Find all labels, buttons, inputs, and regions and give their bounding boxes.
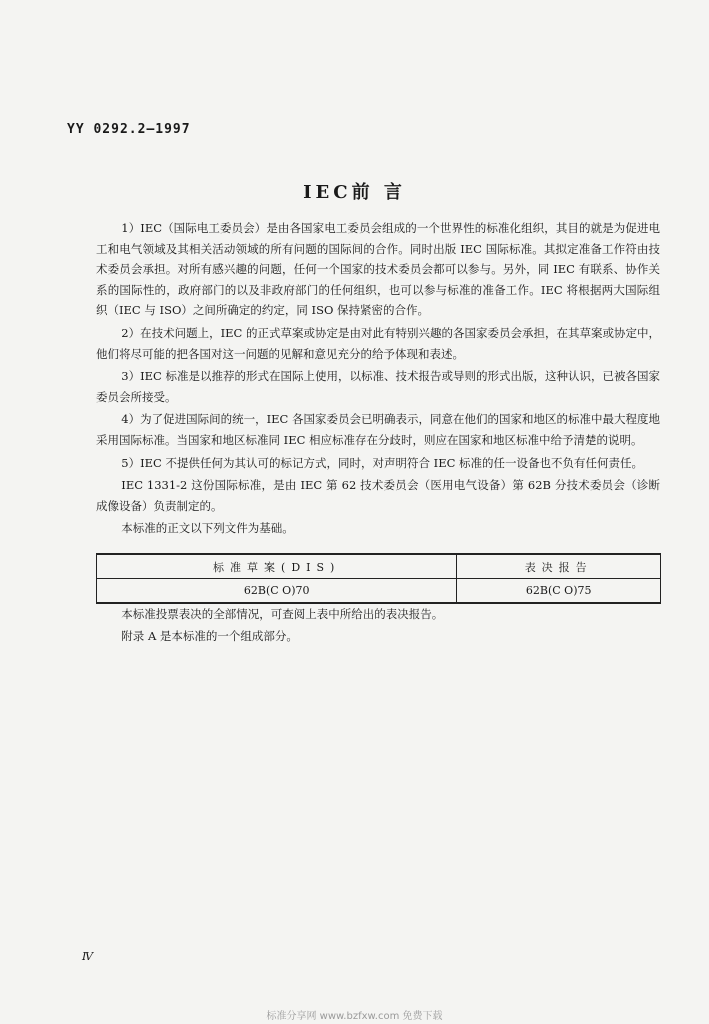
paragraph-2: 2）在技术问题上，IEC 的正式草案或协定是由对此有特别兴趣的各国家委员会承担，在其草案或协定中，他们将尽可能的把各国对这一问题的见解和意见充分的给予体现和表述。 bbox=[96, 325, 661, 361]
page-number: Ⅳ bbox=[82, 950, 93, 963]
table-header-row bbox=[97, 554, 661, 579]
table-cell-dis: 62B(C O)70 bbox=[97, 579, 457, 604]
paragraph-4: 4）为了促进国际间的统一，IEC 各国家委员会已明确表示，同意在他们的国家和地区的标准中最大程度地采用国际标准。当国家和地区标准同 IEC 相应标准存在分歧时，则应在国家和地区标准中给予清楚的说明。 bbox=[96, 412, 661, 447]
table-row bbox=[97, 579, 661, 604]
paragraph-6: IEC 1331-2 这份国际标准，是由 IEC 第 62 技术委员会（医用电气设备）第 62B 分技术委员会（诊断成像设备）负责制定的。 bbox=[96, 478, 660, 513]
page-title: IEC前 言 bbox=[303, 182, 406, 203]
watermark: 标准分享网 www.bzfxw.com 免费下载 bbox=[266, 1011, 443, 1022]
annex-note: 附录 A 是本标准的一个组成部分。 bbox=[121, 629, 298, 643]
voting-note: 本标准投票表决的全部情况，可查阅上表中所给出的表决报告。 bbox=[121, 607, 444, 621]
standard-number: YY 0292.2—1997 bbox=[67, 122, 191, 137]
after-table-text bbox=[96, 603, 660, 647]
table-header-vote: 表决报告 bbox=[457, 554, 661, 579]
ballot-table bbox=[96, 553, 661, 604]
paragraph-5: 5）IEC 不提供任何为其认可的标记方式，同时，对声明符合 IEC 标准的任一设备也不负有任何责任。 bbox=[121, 455, 644, 470]
table-header-dis: 标准草案(DIS) bbox=[97, 554, 457, 579]
table-cell-vote: 62B(C O)75 bbox=[457, 579, 661, 604]
paragraph-7: 本标准的正文以下列文件为基础。 bbox=[121, 521, 294, 536]
foreword-body bbox=[96, 218, 660, 541]
paragraph-3: 3）IEC 标准是以推荐的形式在国际上使用，以标准、技术报告或导则的形式出版，这种认识，已被各国家委员会所接受。 bbox=[96, 369, 661, 404]
paragraph-1: 1）IEC（国际电工委员会）是由各国家电工委员会组成的一个世界性的标准化组织，其目的就是为促进电工和电气领域及其相关活动领域的所有问题的国际间的合作。同时出版 IEC 国际标准。其拟定准备工作符由技术委员会承担。对所有感兴趣的问题，任何一个国家的技术委员会都可以参与。另外，同 IEC 有联系、协作关系的国际性的，政府部门的以及非政府部门的任何组织，也可以参与标准的准备工作。IEC 将根据两大国际组织（IEC 与 ISO）之间所确定的约定，同 ISO 保持紧密的合作。 bbox=[96, 221, 660, 318]
